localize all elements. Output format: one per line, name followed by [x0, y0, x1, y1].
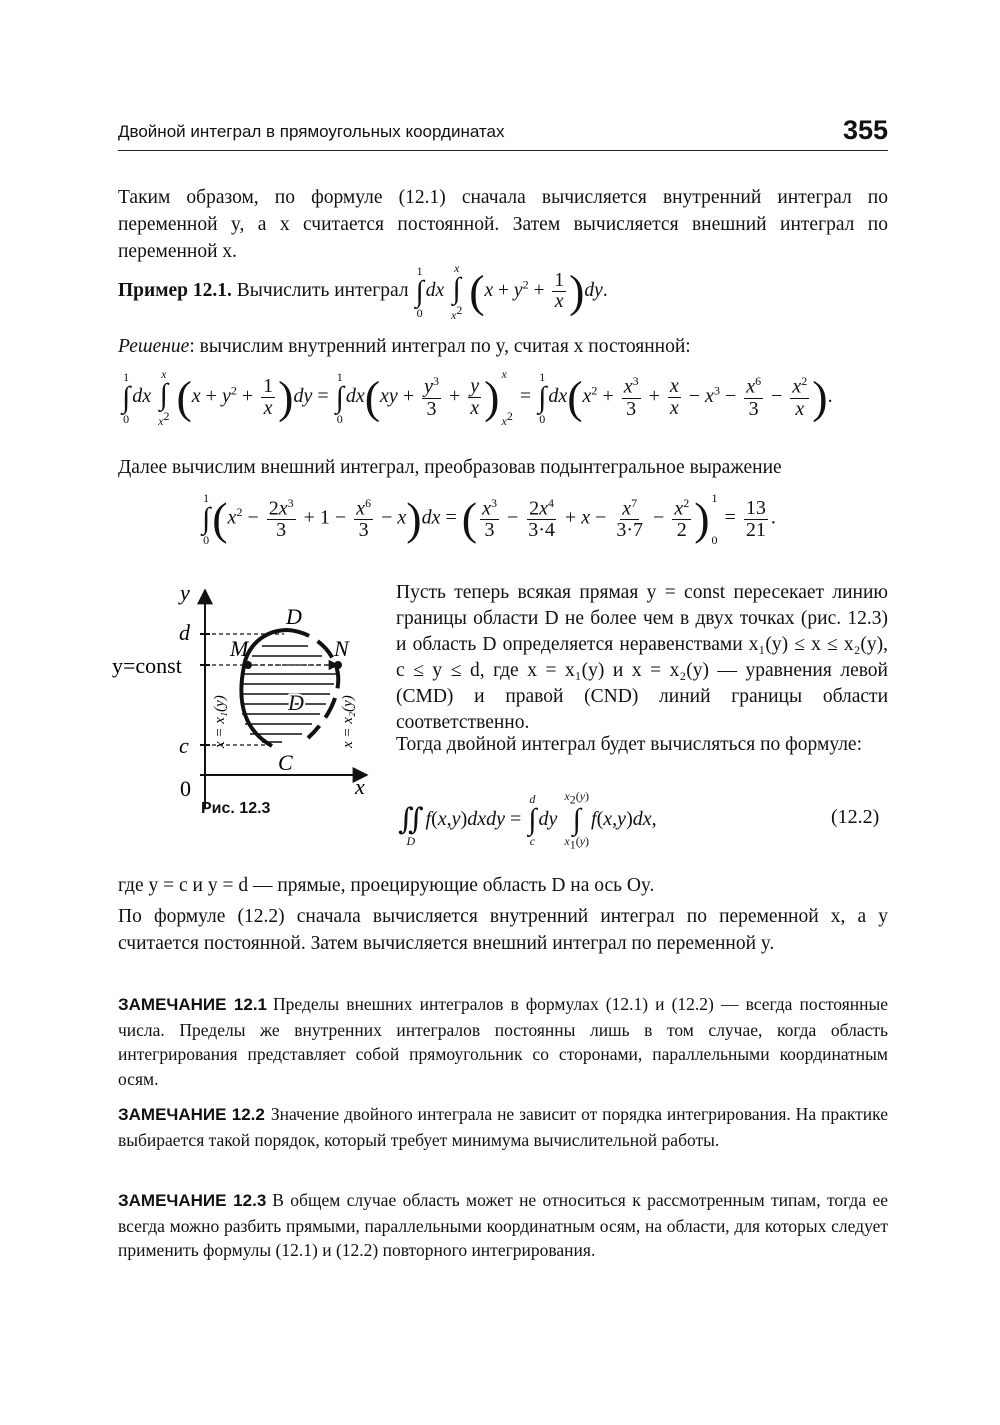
example-text: Вычислить интеграл: [236, 279, 409, 301]
page-header: [118, 110, 888, 151]
after-formula-paragraph: где y = c и y = d — прямые, проецирующие область D на ось Oy.: [118, 875, 655, 896]
remark-label: ЗАМЕЧАНИЕ 12.2: [118, 1105, 265, 1124]
point-m: [244, 661, 252, 669]
example-line: Пример 12.1. Вычислить интеграл 1 ∫ 0 dx x ∫ x2 ($x + y^2$ + $\frac{1}{x}$ )dy.: [118, 261, 608, 322]
remark-label: ЗАМЕЧАНИЕ 12.3: [118, 1191, 267, 1210]
outer-integral-equation: 1 ∫ 0 ($x^2$ − $\frac{2x^3}{3}$ + 1 − $\frac{x^6}{3}$ − x)dx = ( $\frac{x^3}{3}$ − $\frac{2x^4}{3\cdot 4}$ + x − $\frac{x^7}{3\cdot 7}$ − $\frac{x^2}{2}$ ) 1 0 = $\frac{13}{21}$ .: [202, 491, 776, 547]
remark-12-2: [118, 1102, 888, 1152]
d-top-label: D: [286, 604, 302, 629]
side-paragraph-1: Пусть теперь всякая прямая y = const пересекает линию границы области D не более чем в двух точках (рис. 12.3) и область D определяется неравенствами x₁(y) ≤ x ≤ x₂(y), c ≤ y ≤ d, где x = x₁(y) и x = x₂(y) — уравнения левой (CMD) и правой (CND) линий границы области соответственно.: [396, 582, 888, 733]
remark-text: Значение двойного интеграла не зависит от порядка интегрирования. На практике выбирается такой порядок, который требует минимума вычислительной работы.: [118, 1104, 888, 1150]
left-curve-label: x = x₁(y): [212, 695, 228, 748]
order-paragraph: По формуле (12.2) сначала вычисляется внутренний интеграл по переменной x, а y считается постоянной. Затем вычисляется внешний интеграл по переменной y.: [118, 906, 888, 954]
n-label: N: [334, 636, 349, 661]
formula-number: (12.2): [831, 806, 880, 828]
y-axis-label: y: [180, 580, 190, 605]
intro-paragraph: Таким образом, по формуле (12.1) сначала вычисляется внутренний интеграл по переменной y, а x считается постоянной. Затем вычисляется внешний интеграл по переменной x.: [118, 187, 888, 262]
remark-label: ЗАМЕЧАНИЕ 12.1: [118, 995, 268, 1014]
solution-text: : вычислим внутренний интеграл по y, считая x постоянной:: [189, 336, 691, 357]
x-axis-label: x: [355, 774, 365, 799]
d-mid-label: D: [288, 690, 304, 715]
side-paragraph-2: Тогда двойной интеграл будет вычисляться по формуле:: [396, 734, 863, 755]
c-point-label: C: [278, 750, 293, 775]
d-label: d: [179, 620, 190, 645]
inner-integral-equation: 1 ∫ 0 dx x ∫ x2 ($x + y^2$ + $\frac{1}{x}$ )dy = 1 ∫ 0 dx(xy + $\frac{y^3}{3}$ + $\frac{y}{x}$ ) x x2 = 1 ∫ 0 $dx(x^2$ + $\frac{x^3}{3}$ + $\frac{x}{x}$ − $x^3$ − $\frac{x^6}{3}$ − $\frac{x^2}{x}$ ).: [122, 367, 833, 428]
figure-12-3: [112, 578, 392, 828]
page-number: 355: [842, 115, 888, 145]
formula-12-2: ∬ D f(x,y)dxdy = d ∫ c dy x2(y) ∫ x1(y) f(x,y)dx,: [398, 789, 657, 852]
remark-text: В общем случае область может не относиться к рассмотренным типам, тогда ее всегда можно разбить прямыми, параллельными координатным осям, на области, для которых следует применить формулы (12.1) и (12.2) повторного интегрирования.: [118, 1190, 888, 1260]
solution-line: [118, 333, 888, 360]
m-label: M: [230, 636, 249, 661]
outer-paragraph: Далее вычислим внешний интеграл, преобразовав подынтегральное выражение: [118, 457, 782, 478]
example-label: Пример 12.1.: [118, 279, 232, 301]
origin-label: 0: [180, 776, 191, 801]
remark-12-3: [118, 1188, 888, 1263]
c-label: c: [179, 733, 189, 758]
figure-caption: Рис. 12.3: [201, 800, 271, 817]
solution-label: Решение: [118, 336, 190, 357]
remark-text: Пределы внешних интегралов в формулах (12.1) и (12.2) — всегда постоянные числа. Пределы же внутренних интегралов постоянны лишь в том случае, когда область интегрирования представляет собой прямоугольник со сторонами, параллельными координатным осям.: [118, 994, 888, 1089]
point-n: [334, 661, 342, 669]
remark-12-1: [118, 992, 888, 1091]
running-title: Двойной интеграл в прямоугольных координатах: [118, 122, 505, 141]
right-curve-label: x = x₂(y): [340, 695, 356, 748]
const-label: y=const: [112, 653, 182, 678]
